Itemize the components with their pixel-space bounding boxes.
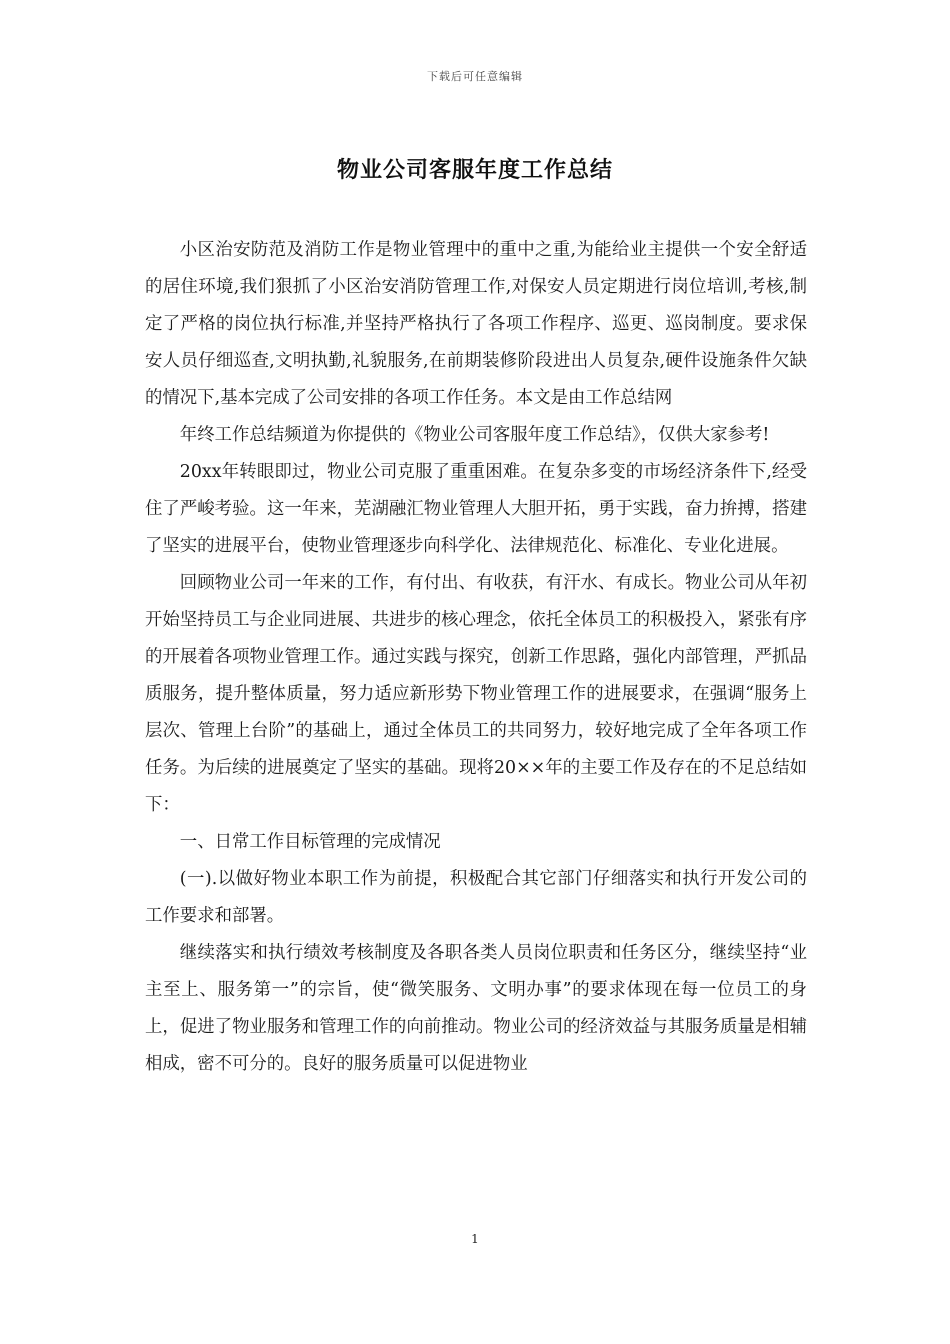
paragraph-source-note: 年终工作总结频道为你提供的《物业公司客服年度工作总结》，仅供大家参考!	[179, 425, 770, 445]
paragraph-review: 回顾物业公司一年来的工作，有付出、有收获，有汗水、有成长。物业公司从年初开始坚持员工与企业同进展、共进步的核心理念，依托全体员工的积极投入，紧张有序的开展着各项物业管理工作。通过实践与探究，创新工作思路，强化内部管理，严抓品质服务，提升整体质量，努力适应新形势下物业管理工作的进展要求，在强调“服务上层次、管理上台阶”的基础上，通过全体员工的共同努力，较好地完成了全年各项工作任务。为后续的进展奠定了坚实的基础。现将20××年的主要工作及存在的不足总结如下：	[145, 573, 807, 815]
paragraph-performance-system: 继续落实和执行绩效考核制度及各职各类人员岗位职责和任务区分，继续坚持“业主至上、服务第一”的宗旨，使“微笑服务、文明办事”的要求体现在每一位员工的身上，促进了物业服务和管理工作的向前推动。物业公司的经济效益与其服务质量是相辅相成，密不可分的。良好的服务质量可以促进物业	[145, 943, 807, 1074]
page-number: 1	[471, 1232, 479, 1246]
paragraph-security-fire: 小区治安防范及消防工作是物业管理中的重中之重,为能给业主提供一个安全舒适的居住环境,我们狠抓了小区治安消防管理工作,对保安人员定期进行岗位培训,考核,制定了严格的岗位执行标准,并坚持严格执行了各项工作程序、巡更、巡岗制度。要求保安人员仔细巡查,文明执勤,礼貌服务,在前期装修阶段进出人员复杂,硬件设施条件欠缺的情况下,基本完成了公司安排的各项工作任务。本文是由工作总结网	[145, 240, 807, 408]
document-title: 物业公司客服年度工作总结	[336, 158, 613, 183]
page-header-note: 下载后可任意编辑	[427, 70, 523, 83]
document-body	[145, 232, 807, 1083]
subsection-heading-1: (一).以做好物业本职工作为前提，积极配合其它部门仔细落实和执行开发公司的工作要求和部署。	[145, 869, 807, 926]
section-heading-daily-goals: 一、日常工作目标管理的完成情况	[179, 832, 441, 852]
paragraph-year-overview: 20xx年转眼即过，物业公司克服了重重困难。在复杂多变的市场经济条件下,经受住了严峻考验。这一年来，芜湖融汇物业管理人大胆开拓，勇于实践，奋力拚搏，搭建了坚实的进展平台，使物业管理逐步向科学化、法律规范化、标准化、专业化进展。	[145, 462, 807, 556]
